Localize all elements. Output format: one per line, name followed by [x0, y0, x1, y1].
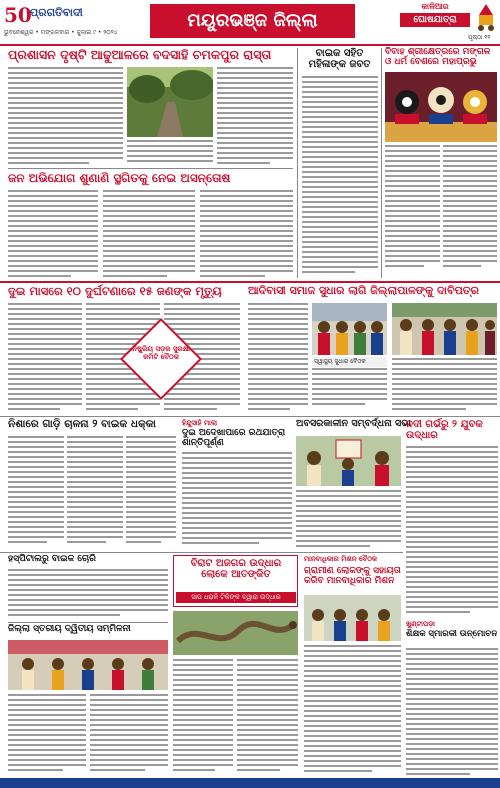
headline-rathyatra: ଦୁଇ ଅଦେଖାପାରେ ରଥଯାତ୍ରା ଶାନ୍ତିପୂର୍ଣ୍ଣ	[182, 428, 286, 448]
story-accidents-col1	[8, 303, 82, 413]
story-drunk-col1	[8, 436, 64, 548]
chariot-icon	[475, 3, 497, 33]
road-photo	[127, 67, 213, 137]
logo-name: ପ୍ରଗତିବାଦୀ	[30, 6, 83, 19]
section-rule	[8, 168, 293, 169]
human-rights-photo	[304, 595, 401, 641]
retirement-photo	[296, 436, 401, 486]
python-photo	[173, 611, 298, 655]
headline-drunk: ନିଶାରେ ଗାଡ଼ି ଚାଳନା ୨ ବାଇକ ଧକ୍କା	[8, 418, 156, 430]
logo	[4, 3, 118, 41]
conference-photo	[8, 640, 168, 690]
story-tribal-col1	[248, 303, 308, 413]
section-banner: ମୟୂରଭଞ୍ଜ ଜିଲ୍ଲା	[150, 4, 355, 38]
headline-road: ପ୍ରଶାସନ ଦୃଷ୍ଟି ଆଢୁଆଳରେ ବଦସାହି ଚମକପୁର ରାସ୍ତା	[8, 47, 272, 62]
page-number: ପୃଷ୍ଠା ୧୧	[468, 34, 491, 41]
festival-small: କାଳିଆର	[421, 2, 449, 11]
date-line: ଭୁବନେଶ୍ୱର • ମଙ୍ଗଳବାର • ଜୁଲାଇ ୯ • ୨୦୨୪	[4, 29, 118, 36]
diamond-text: ନିଷ୍କ୍ରିୟ ସଡ଼କ ସୁରକ୍ଷା କମିଟି ବୈଠକ	[132, 345, 190, 362]
headline-tribal: ଆଦିବାସୀ ସମାଜ ସୁଧାର ଲାଗି ଜିଲ୍ଲାପାଳଙ୍କୁ ଦାବିପତ୍ର	[248, 284, 479, 297]
story-rathyatra	[182, 452, 292, 548]
kicker-memorial: ଖୁଣ୍ଟାପଡ଼ା	[406, 620, 435, 628]
story-hearing-col3	[200, 190, 293, 278]
kicker-rathyatra: ହିନ୍ଦୁସାହି ମାଲା	[182, 419, 218, 427]
footer-bar	[0, 778, 500, 788]
headline-temple: ବିବାହ ଶ୍ରୀକ୍ଷେତ୍ରରେ ମଙ୍ଗଳ ଓ ଧର୍ମ ବେଶରେ ମହାପ୍ରଭୁ	[385, 47, 491, 67]
logo-number: 50	[4, 3, 32, 27]
meeting-photo	[392, 303, 497, 355]
header-rule	[0, 44, 500, 46]
story-hearing-col2	[103, 190, 195, 278]
story-tribal-col2	[312, 368, 387, 413]
story-human-rights	[304, 645, 401, 776]
story-river	[406, 446, 498, 616]
tribal-photo	[312, 303, 387, 355]
headline-accidents: ଦୁଇ ମାସରେ ୧୦ ଦୁର୍ଘଟଣାରେ ୧୫ ଜଣଙ୍କ ମୃତ୍ୟୁ	[8, 284, 222, 298]
masthead	[0, 0, 500, 44]
kicker-human-rights: ମାନବାଧିକାର ମିଶନ ବୈଠକ	[304, 555, 378, 563]
headline-conference: ଜିଲ୍ଲା ସ୍ତରୀୟ ଦ୍ୱିତୀୟ ସମ୍ମିଳନୀ	[8, 624, 131, 634]
story-python-col1	[173, 659, 233, 776]
story-road-col3	[217, 67, 293, 165]
story-python-col2	[237, 659, 298, 776]
story-retirement	[296, 490, 401, 548]
temple-photo	[385, 72, 497, 142]
band-rule-2	[0, 416, 500, 417]
column-separator-2	[381, 48, 382, 278]
headline-human-rights: ଗ୍ରାମୀଣ ଲୋକଙ୍କୁ ସହାୟତା କରିବ ମାନବାଧିକାର ମିଶନ	[304, 566, 401, 586]
headline-hearing: ଜନ ଅଭିଯୋଗ ଶୁଣାଣି ସ୍ଥଗିତକୁ ନେଇ ଅସନ୍ତୋଷ	[8, 171, 231, 185]
story-hearing-col1	[8, 190, 98, 278]
band-rule	[0, 281, 500, 283]
headline-hospital-theft: ହସ୍ପିଟାଲରୁ ବାଇକ ଚୋରି	[8, 554, 96, 564]
headline-retirement: ଅବସରକାଳୀନ ସମ୍ବର୍ଦ୍ଧନା ସଭା	[296, 418, 411, 429]
story-temple-col1	[385, 145, 440, 275]
headline-bike: ବାଇକ ସହିତ ମହିଳାଙ୍କ ଜବତ	[308, 48, 371, 70]
python-sub: ସାପ ଧରାଳି ଟିକିଙ୍କ ଦ୍ୱାରା ଉଦ୍ଧାର	[176, 592, 296, 603]
story-bike	[302, 76, 378, 276]
section-rule-bottom	[8, 622, 168, 623]
story-road-intro	[8, 67, 123, 165]
story-conference-col1	[8, 694, 86, 776]
story-memorial	[406, 648, 498, 776]
column-separator	[297, 48, 298, 278]
headline-memorial: ଶିକ୍ଷକ ସ୍ମାରକୀ ଉନ୍ମୋଚନ	[406, 629, 498, 639]
headline-river: ନଦୀ ଗର୍ଭରୁ ୨ ଯୁବକ ଉଦ୍ଧାର	[406, 419, 483, 441]
headline-python: ବିରାଟ ଅଜଗର ଉଦ୍ଧାର ଲୋକେ ଆତଙ୍କିତ	[190, 558, 282, 580]
story-road-col2	[127, 140, 213, 168]
story-drunk-col3	[126, 436, 176, 548]
band-rule-3	[0, 552, 403, 553]
story-hospital-theft	[8, 569, 168, 619]
festival-big: ଘୋଷଯାତ୍ରା	[400, 13, 470, 27]
tribal-caption: ସ୍ୱାସ୍ଥ୍ୟ ସୁଧାର ବୈଠକ	[312, 357, 387, 367]
story-conference-col2	[90, 694, 168, 776]
festival-box	[400, 2, 470, 32]
story-tribal-col3	[392, 358, 497, 413]
story-temple-col2	[443, 145, 497, 275]
story-drunk-col2	[67, 436, 123, 548]
